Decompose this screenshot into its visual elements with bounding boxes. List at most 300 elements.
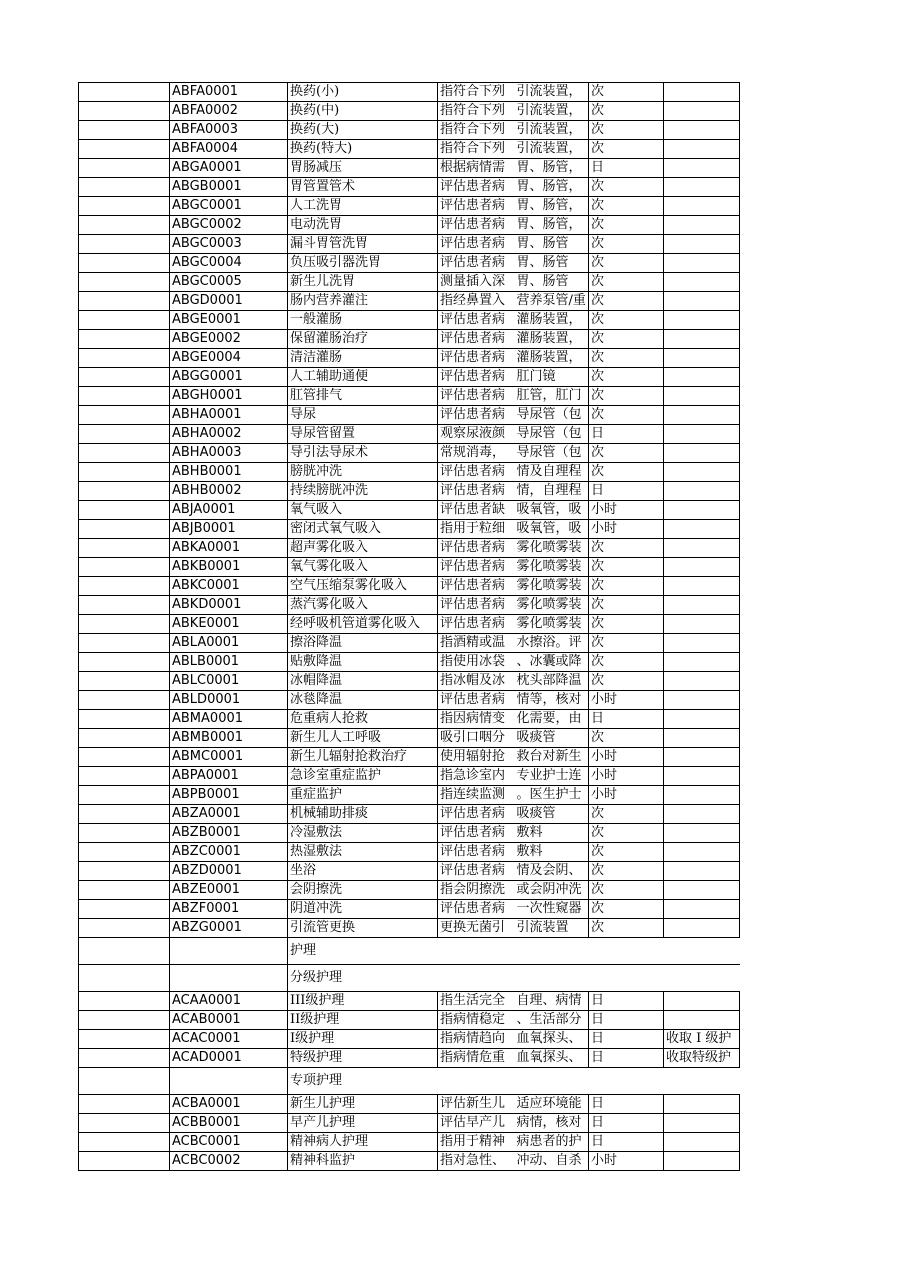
- item-code: ABHA0002: [170, 425, 288, 444]
- item-content: 指病情趋向: [438, 1030, 515, 1049]
- item-content: 指连续监测: [438, 786, 515, 805]
- item-unit: 小时: [589, 748, 664, 767]
- table-row: [79, 159, 740, 178]
- item-note: [664, 992, 740, 1011]
- item-code: ABLC0001: [170, 672, 288, 691]
- item-name: 人工辅助通便: [288, 368, 438, 387]
- blank-cell: [79, 140, 170, 159]
- blank-cell: [79, 235, 170, 254]
- item-unit: 次: [589, 881, 664, 900]
- item-note: [664, 919, 740, 938]
- table-row: [79, 1049, 740, 1068]
- item-name: 精神病人护理: [288, 1133, 438, 1152]
- item-unit: 日: [589, 425, 664, 444]
- item-excluded: 雾化喷雾装: [515, 577, 589, 596]
- table-row: [79, 748, 740, 767]
- item-content: 评估患者病: [438, 463, 515, 482]
- section-row-fenji: [79, 965, 740, 992]
- item-excluded: 适应环境能: [515, 1095, 589, 1114]
- item-unit: 次: [589, 653, 664, 672]
- table-row: [79, 406, 740, 425]
- item-name: 经呼吸机管道雾化吸入: [288, 615, 438, 634]
- item-code: ABFA0004: [170, 140, 288, 159]
- blank-cell: [79, 767, 170, 786]
- table-row: [79, 425, 740, 444]
- item-code: ABGC0002: [170, 216, 288, 235]
- item-unit: 次: [589, 406, 664, 425]
- table-row: [79, 634, 740, 653]
- item-unit: 次: [589, 805, 664, 824]
- table-row: [79, 235, 740, 254]
- item-name: 人工洗胃: [288, 197, 438, 216]
- item-note: [664, 311, 740, 330]
- section-title: 分级护理: [288, 965, 740, 992]
- item-content: 指对急性、: [438, 1152, 515, 1171]
- item-name: 特级护理: [288, 1049, 438, 1068]
- item-unit: 次: [589, 235, 664, 254]
- blank-cell: [79, 634, 170, 653]
- item-note: [664, 235, 740, 254]
- item-unit: 次: [589, 83, 664, 102]
- item-excluded: 情及自理程: [515, 463, 589, 482]
- item-note: [664, 254, 740, 273]
- blank-cell: [79, 368, 170, 387]
- table-row: [79, 197, 740, 216]
- item-code: ABLB0001: [170, 653, 288, 672]
- item-note: [664, 767, 740, 786]
- item-name: 危重病人抢救: [288, 710, 438, 729]
- item-content: 指会阴擦洗: [438, 881, 515, 900]
- item-name: 肠内营养灌注: [288, 292, 438, 311]
- item-content: 指因病情变: [438, 710, 515, 729]
- item-note: [664, 900, 740, 919]
- item-excluded: 雾化喷雾装: [515, 558, 589, 577]
- blank-cell: [79, 178, 170, 197]
- item-code: ABZC0001: [170, 843, 288, 862]
- item-content: 指用于精神: [438, 1133, 515, 1152]
- item-code: ABGD0001: [170, 292, 288, 311]
- item-note: [664, 216, 740, 235]
- item-content: 评估患者病: [438, 235, 515, 254]
- item-unit: 次: [589, 311, 664, 330]
- item-unit: 日: [589, 1095, 664, 1114]
- item-code: ABJB0001: [170, 520, 288, 539]
- table-row: [79, 83, 740, 102]
- item-note: [664, 121, 740, 140]
- item-code: ACAB0001: [170, 1011, 288, 1030]
- item-note: 收取特级护: [664, 1049, 740, 1068]
- item-unit: 次: [589, 292, 664, 311]
- item-unit: 次: [589, 919, 664, 938]
- item-unit: 次: [589, 596, 664, 615]
- item-content: 评估患者病: [438, 615, 515, 634]
- item-code: ABGG0001: [170, 368, 288, 387]
- item-excluded: 救台对新生: [515, 748, 589, 767]
- item-name: 膀胱冲洗: [288, 463, 438, 482]
- item-excluded: 水擦浴。评: [515, 634, 589, 653]
- blank-cell: [79, 862, 170, 881]
- item-name: 蒸汽雾化吸入: [288, 596, 438, 615]
- price-table: [78, 82, 740, 1171]
- item-code: ABHB0001: [170, 463, 288, 482]
- item-note: [664, 178, 740, 197]
- item-code: ABJA0001: [170, 501, 288, 520]
- item-name: 一般灌肠: [288, 311, 438, 330]
- item-note: [664, 862, 740, 881]
- item-note: [664, 786, 740, 805]
- item-code: ABLD0001: [170, 691, 288, 710]
- item-note: [664, 501, 740, 520]
- item-name: 导尿: [288, 406, 438, 425]
- blank-cell: [170, 965, 288, 992]
- item-content: 评估患者病: [438, 197, 515, 216]
- item-unit: 次: [589, 197, 664, 216]
- item-name: 精神科监护: [288, 1152, 438, 1171]
- item-excluded: 吸氧管，吸: [515, 501, 589, 520]
- table-row: [79, 501, 740, 520]
- item-content: 评估患者病: [438, 349, 515, 368]
- table-row: [79, 691, 740, 710]
- item-excluded: 一次性窥器: [515, 900, 589, 919]
- item-name: 换药(特大): [288, 140, 438, 159]
- item-note: [664, 615, 740, 634]
- item-name: 胃管置管术: [288, 178, 438, 197]
- item-unit: 次: [589, 216, 664, 235]
- item-unit: 次: [589, 444, 664, 463]
- item-unit: 次: [589, 539, 664, 558]
- item-code: ABGE0001: [170, 311, 288, 330]
- item-content: 观察尿液颜: [438, 425, 515, 444]
- item-name: 电动洗胃: [288, 216, 438, 235]
- item-name: 换药(大): [288, 121, 438, 140]
- item-note: [664, 710, 740, 729]
- blank-cell: [79, 482, 170, 501]
- item-code: ABZB0001: [170, 824, 288, 843]
- table-row: [79, 444, 740, 463]
- table-row: [79, 729, 740, 748]
- item-unit: 次: [589, 634, 664, 653]
- blank-cell: [79, 577, 170, 596]
- item-unit: 次: [589, 330, 664, 349]
- item-name: 胃肠减压: [288, 159, 438, 178]
- item-note: [664, 843, 740, 862]
- item-excluded: 肛门镜: [515, 368, 589, 387]
- item-unit: 次: [589, 729, 664, 748]
- item-note: [664, 653, 740, 672]
- blank-cell: [79, 330, 170, 349]
- item-excluded: 吸痰管: [515, 805, 589, 824]
- item-unit: 小时: [589, 691, 664, 710]
- item-name: 引流管更换: [288, 919, 438, 938]
- table-row: [79, 121, 740, 140]
- item-name: 持续膀胱冲洗: [288, 482, 438, 501]
- blank-cell: [79, 881, 170, 900]
- item-content: 指符合下列: [438, 102, 515, 121]
- table-row: [79, 1114, 740, 1133]
- blank-cell: [79, 197, 170, 216]
- item-content: 更换无菌引: [438, 919, 515, 938]
- item-excluded: 。医生护士: [515, 786, 589, 805]
- section-row-zhuanxiang: [79, 1068, 740, 1095]
- item-code: ABPB0001: [170, 786, 288, 805]
- item-unit: 日: [589, 1114, 664, 1133]
- item-content: 评估新生儿: [438, 1095, 515, 1114]
- item-unit: 日: [589, 1049, 664, 1068]
- blank-cell: [79, 615, 170, 634]
- table-row: [79, 1133, 740, 1152]
- item-excluded: 引流装置，: [515, 102, 589, 121]
- table-row: [79, 330, 740, 349]
- item-unit: 次: [589, 900, 664, 919]
- item-content: 指经鼻置入: [438, 292, 515, 311]
- item-excluded: 敷料: [515, 824, 589, 843]
- blank-cell: [79, 558, 170, 577]
- blank-cell: [79, 387, 170, 406]
- item-excluded: 冲动、自杀: [515, 1152, 589, 1171]
- item-content: 指用于粒细: [438, 520, 515, 539]
- blank-cell: [79, 406, 170, 425]
- item-code: ABKC0001: [170, 577, 288, 596]
- item-code: ABMC0001: [170, 748, 288, 767]
- blank-cell: [79, 1030, 170, 1049]
- item-content: 评估患者缺: [438, 501, 515, 520]
- blank-cell: [79, 843, 170, 862]
- item-content: 评估患者病: [438, 368, 515, 387]
- item-excluded: 情及会阴、: [515, 862, 589, 881]
- item-note: [664, 596, 740, 615]
- item-code: ACBB0001: [170, 1114, 288, 1133]
- item-unit: 日: [589, 1030, 664, 1049]
- blank-cell: [79, 83, 170, 102]
- item-name: 超声雾化吸入: [288, 539, 438, 558]
- item-content: 评估早产儿: [438, 1114, 515, 1133]
- item-unit: 小时: [589, 786, 664, 805]
- blank-cell: [79, 121, 170, 140]
- item-unit: 次: [589, 558, 664, 577]
- item-code: ABZD0001: [170, 862, 288, 881]
- item-excluded: 胃、肠管，: [515, 197, 589, 216]
- table-row: [79, 881, 740, 900]
- item-code: ACAA0001: [170, 992, 288, 1011]
- item-content: 常规消毒，: [438, 444, 515, 463]
- item-unit: 次: [589, 577, 664, 596]
- item-note: [664, 197, 740, 216]
- table-row: [79, 140, 740, 159]
- item-code: ABFA0002: [170, 102, 288, 121]
- item-unit: 次: [589, 178, 664, 197]
- item-note: [664, 558, 740, 577]
- item-code: ACAD0001: [170, 1049, 288, 1068]
- table-row: [79, 767, 740, 786]
- item-code: ACBA0001: [170, 1095, 288, 1114]
- item-content: 评估患者病: [438, 406, 515, 425]
- item-unit: 次: [589, 387, 664, 406]
- blank-cell: [79, 539, 170, 558]
- item-code: ABZF0001: [170, 900, 288, 919]
- item-excluded: 营养泵管/重: [515, 292, 589, 311]
- item-code: ACBC0001: [170, 1133, 288, 1152]
- item-excluded: 化需要，由: [515, 710, 589, 729]
- item-content: 指生活完全: [438, 992, 515, 1011]
- item-excluded: 或会阴冲洗: [515, 881, 589, 900]
- item-content: 评估患者病: [438, 254, 515, 273]
- item-content: 吸引口咽分: [438, 729, 515, 748]
- item-content: 评估患者病: [438, 216, 515, 235]
- table-row: [79, 349, 740, 368]
- blank-cell: [79, 216, 170, 235]
- table-row: [79, 596, 740, 615]
- item-excluded: 雾化喷雾装: [515, 615, 589, 634]
- item-excluded: 情，自理程: [515, 482, 589, 501]
- blank-cell: [79, 1068, 170, 1095]
- item-content: 指病情危重: [438, 1049, 515, 1068]
- item-name: 负压吸引器洗胃: [288, 254, 438, 273]
- item-content: 评估患者病: [438, 539, 515, 558]
- item-excluded: 、生活部分: [515, 1011, 589, 1030]
- item-name: 新生儿辐射抢救治疗: [288, 748, 438, 767]
- blank-cell: [170, 1068, 288, 1095]
- item-code: ABGA0001: [170, 159, 288, 178]
- item-code: ABKD0001: [170, 596, 288, 615]
- blank-cell: [79, 425, 170, 444]
- table-row: [79, 254, 740, 273]
- blank-cell: [79, 710, 170, 729]
- item-name: I级护理: [288, 1030, 438, 1049]
- item-code: ABHB0002: [170, 482, 288, 501]
- table-row: [79, 539, 740, 558]
- table-row: [79, 919, 740, 938]
- item-excluded: 引流装置，: [515, 121, 589, 140]
- item-excluded: 雾化喷雾装: [515, 596, 589, 615]
- item-content: 指符合下列: [438, 83, 515, 102]
- table-row: [79, 482, 740, 501]
- blank-cell: [79, 311, 170, 330]
- item-note: [664, 824, 740, 843]
- blank-cell: [79, 444, 170, 463]
- table-row: [79, 273, 740, 292]
- item-name: 早产儿护理: [288, 1114, 438, 1133]
- item-unit: 次: [589, 121, 664, 140]
- item-unit: 次: [589, 349, 664, 368]
- item-excluded: 引流装置: [515, 919, 589, 938]
- item-name: 机械辅助排痰: [288, 805, 438, 824]
- table-row: [79, 558, 740, 577]
- item-excluded: 病患者的护: [515, 1133, 589, 1152]
- table-row: [79, 862, 740, 881]
- item-unit: 小时: [589, 767, 664, 786]
- item-unit: 次: [589, 824, 664, 843]
- table-row: [79, 368, 740, 387]
- item-note: [664, 729, 740, 748]
- item-name: 坐浴: [288, 862, 438, 881]
- item-code: ABGC0001: [170, 197, 288, 216]
- item-excluded: 导尿管（包: [515, 406, 589, 425]
- blank-cell: [79, 965, 170, 992]
- item-code: ABGE0002: [170, 330, 288, 349]
- item-content: 评估患者病: [438, 900, 515, 919]
- item-excluded: 胃、肠管: [515, 273, 589, 292]
- item-code: ABHA0001: [170, 406, 288, 425]
- item-content: 指使用冰袋: [438, 653, 515, 672]
- item-code: ABZE0001: [170, 881, 288, 900]
- item-code: ABFA0003: [170, 121, 288, 140]
- blank-cell: [79, 653, 170, 672]
- item-excluded: 敷料: [515, 843, 589, 862]
- item-code: ACBC0002: [170, 1152, 288, 1171]
- item-content: 评估患者病: [438, 178, 515, 197]
- blank-cell: [79, 520, 170, 539]
- item-note: [664, 102, 740, 121]
- table-row: [79, 1030, 740, 1049]
- item-content: 评估患者病: [438, 824, 515, 843]
- item-unit: 次: [589, 368, 664, 387]
- table-row: [79, 178, 740, 197]
- blank-cell: [79, 691, 170, 710]
- item-excluded: 雾化喷雾装: [515, 539, 589, 558]
- blank-cell: [79, 900, 170, 919]
- item-name: 换药(小): [288, 83, 438, 102]
- item-name: 冰帽降温: [288, 672, 438, 691]
- item-note: [664, 634, 740, 653]
- item-unit: 次: [589, 254, 664, 273]
- blank-cell: [79, 463, 170, 482]
- item-note: [664, 1011, 740, 1030]
- item-excluded: 灌肠装置，: [515, 311, 589, 330]
- item-note: [664, 349, 740, 368]
- section-row-huli: [79, 938, 740, 965]
- blank-cell: [79, 748, 170, 767]
- item-note: [664, 539, 740, 558]
- item-content: 评估患者病: [438, 558, 515, 577]
- item-content: 评估患者病: [438, 482, 515, 501]
- item-unit: 日: [589, 1011, 664, 1030]
- item-note: [664, 140, 740, 159]
- item-unit: 次: [589, 140, 664, 159]
- table-row: [79, 653, 740, 672]
- blank-cell: [79, 349, 170, 368]
- item-name: 氧气雾化吸入: [288, 558, 438, 577]
- item-content: 指符合下列: [438, 140, 515, 159]
- item-excluded: 、冰囊或降: [515, 653, 589, 672]
- item-excluded: 胃、肠管，: [515, 159, 589, 178]
- table-row: [79, 805, 740, 824]
- table-row: [79, 900, 740, 919]
- blank-cell: [79, 919, 170, 938]
- item-code: ABPA0001: [170, 767, 288, 786]
- item-content: 评估患者病: [438, 862, 515, 881]
- item-name: II级护理: [288, 1011, 438, 1030]
- item-note: [664, 425, 740, 444]
- section-title: 护理: [288, 938, 740, 965]
- item-content: 评估患者病: [438, 387, 515, 406]
- table-row: [79, 786, 740, 805]
- item-unit: 次: [589, 862, 664, 881]
- item-content: 评估患者病: [438, 577, 515, 596]
- item-excluded: 血氧探头、: [515, 1030, 589, 1049]
- table-row: [79, 102, 740, 121]
- blank-cell: [79, 805, 170, 824]
- item-excluded: 血氧探头、: [515, 1049, 589, 1068]
- table-row: [79, 520, 740, 539]
- item-note: [664, 368, 740, 387]
- table-row: [79, 577, 740, 596]
- blank-cell: [79, 159, 170, 178]
- blank-cell: [79, 1011, 170, 1030]
- blank-cell: [79, 102, 170, 121]
- blank-cell: [79, 596, 170, 615]
- item-excluded: 情等，核对: [515, 691, 589, 710]
- item-note: [664, 805, 740, 824]
